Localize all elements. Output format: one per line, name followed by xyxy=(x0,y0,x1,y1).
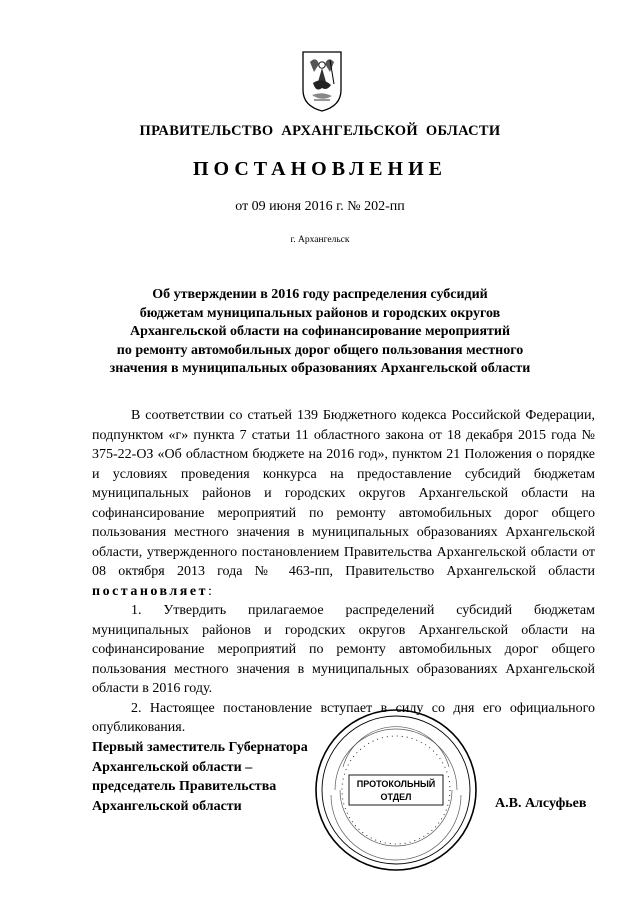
signature-block xyxy=(92,738,308,816)
document-title xyxy=(60,286,580,379)
organization-name: ПРАВИТЕЛЬСТВО АРХАНГЕЛЬСКОЙ ОБЛАСТИ xyxy=(139,123,501,139)
document-city: г. Архангельск xyxy=(290,235,350,245)
title-line: Архангельской области на софинансирование мероприятий xyxy=(129,324,511,339)
preamble-text: В соответствии со статьей 139 Бюджетного кодекса Российской Федерации, подпунктом «г» пункта 7 статьи 11 областного закона от 18 декабря 2015 года № 375-22-ОЗ «Об областном бюджете на 2016 год», пунктом 21 Положения о порядке и условиях проведения конкурса на предоставление субсидий бюджетам муниципальных районов и городских округов Архангельской области на софинансирование мероприятий по ремонту автомобильных дорог общего пользования местного значения в муниципальных образованиях Архангельской области, утвержденного постановлением Правительства Архангельской области от 08 октября 2013 года № 463-пп, Правительство Архангельской области xyxy=(92,408,595,579)
preamble-paragraph xyxy=(92,406,595,601)
title-line: бюджетам муниципальных районов и городских округов xyxy=(139,305,501,321)
decree-item-1: 1. Утвердить прилагаемое распределений субсидий бюджетам муниципальных районов и городских округов Архангельской области на софинансирование мероприятий по ремонту автомобильных дорог общего пользования местного значения в муниципальных образованиях Архангельской области в 2016 году. xyxy=(92,603,595,696)
signer-position-line: Архангельской области xyxy=(92,798,242,814)
decree-colon: : xyxy=(207,583,212,599)
decree-word: постановляет xyxy=(92,583,208,599)
title-line: значения в муниципальных образованиях Архангельской области xyxy=(109,361,531,376)
signer-position-line: председатель Правительства xyxy=(92,779,277,794)
official-stamp xyxy=(313,707,479,873)
signer-position-line: Архангельской области – xyxy=(92,759,253,775)
title-line: Об утверждении в 2016 году распределения субсидий xyxy=(152,287,488,302)
signer-position-line: Первый заместитель Губернатора xyxy=(92,740,308,755)
decree-item-2: 2. Настоящее постановление вступает в силу со дня его официального опубликования. xyxy=(92,700,595,735)
title-line: по ремонту автомобильных дорог общего пользования местного xyxy=(116,342,524,358)
document-body xyxy=(92,406,595,738)
stamp-text-1: ПРОТОКОЛЬНЫЙ xyxy=(356,779,436,789)
stamp-text-2: ОТДЕЛ xyxy=(380,792,412,802)
document-type: ПОСТАНОВЛЕНИЕ xyxy=(193,158,447,180)
coat-of-arms-icon xyxy=(300,50,344,112)
document-date-number: от 09 июня 2016 г. № 202-пп xyxy=(235,199,405,214)
signer-name: А.В. Алсуфьев xyxy=(495,796,587,811)
